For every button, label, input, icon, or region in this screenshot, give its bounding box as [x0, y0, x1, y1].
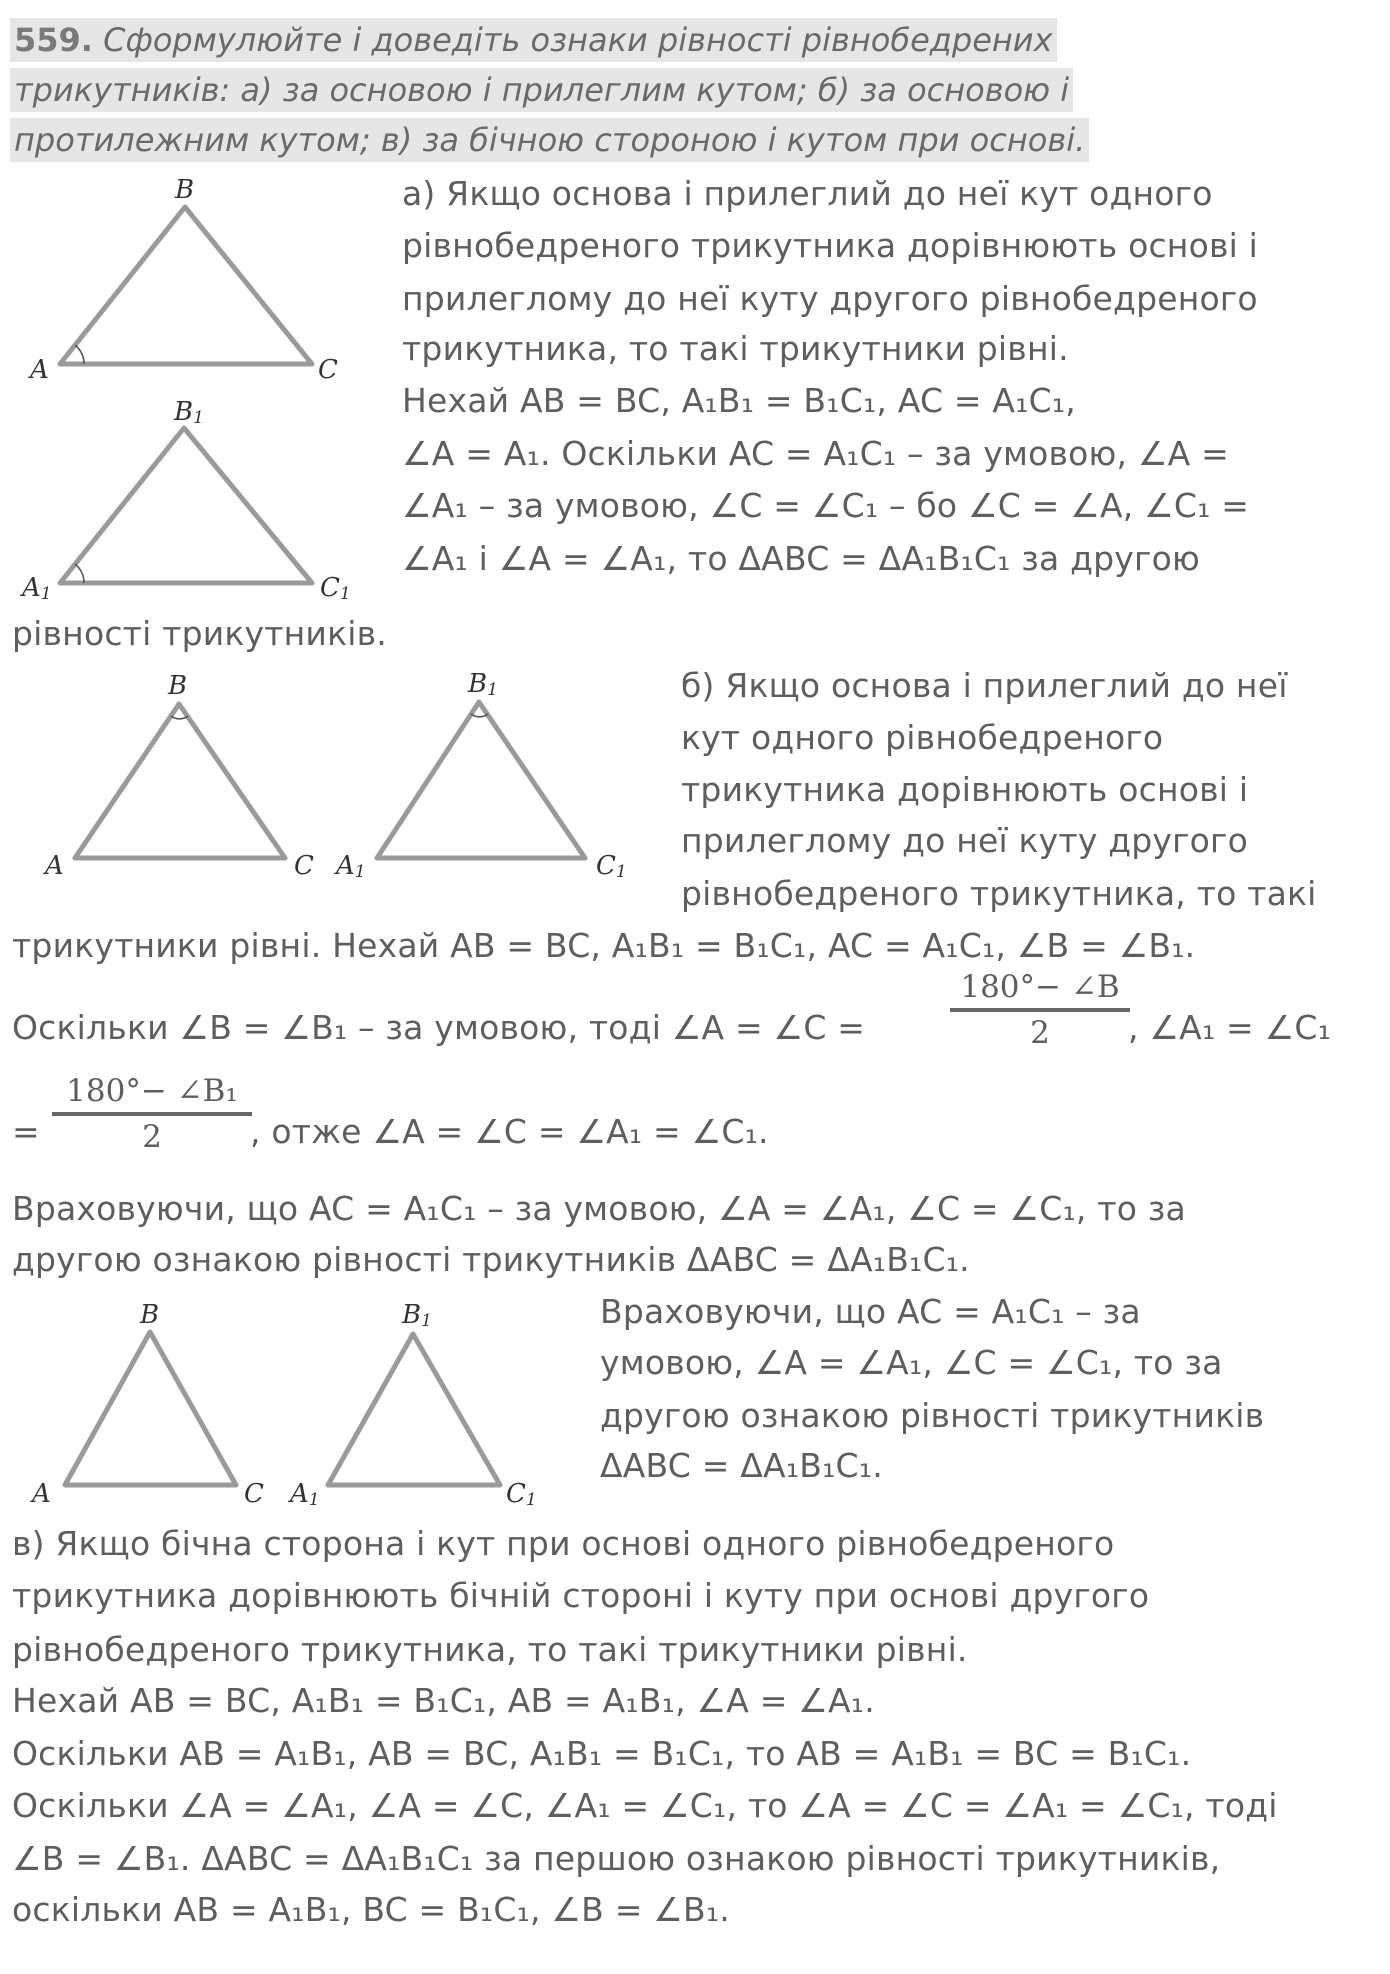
label-b1: B1	[468, 669, 498, 700]
part-b-line: трикутники рівні. Нехай AB = BC, A₁B₁ = B₁C₁, AC = A₁C₁, ∠B = ∠B₁.	[12, 926, 1196, 965]
part-b-side-line: другою ознакою рівності трикутників	[600, 1396, 1265, 1435]
part-b-line: прилеглому до неї куту другого	[681, 821, 1248, 860]
part-c-line: Оскільки ∠A = ∠A₁, ∠A = ∠C, ∠A₁ = ∠C₁, то ∠A = ∠C = ∠A₁ = ∠C₁, тоді	[12, 1786, 1278, 1825]
part-b-line: трикутника дорівнюють основі і	[681, 770, 1249, 809]
part-b-line: =	[12, 1112, 40, 1151]
problem-number: 559.	[14, 21, 93, 59]
label-c1: C1	[506, 1479, 537, 1510]
part-b-side-line: ΔABC = ΔA₁B₁C₁.	[600, 1446, 883, 1485]
label-c: C	[244, 1479, 264, 1509]
part-c-line: трикутника дорівнюють бічній стороні і куту при основі другого	[12, 1576, 1150, 1615]
label-a: A	[45, 851, 64, 881]
fraction-numerator: 180°− ∠B	[960, 969, 1120, 1005]
label-a1: A1	[336, 851, 366, 882]
part-b-side-line: Враховуючи, що AC = A₁C₁ – за	[600, 1292, 1141, 1331]
part-a-proof-line: ∠A₁ і ∠A = ∠A₁, то ΔABC = ΔA₁B₁C₁ за другою	[402, 539, 1200, 578]
fraction-numerator: 180°− ∠B₁	[66, 1073, 238, 1109]
fraction-bar	[52, 1112, 252, 1116]
label-b: B	[168, 671, 188, 701]
part-b-line: , ∠A₁ = ∠C₁	[1128, 1008, 1332, 1047]
part-b-side-line: умовою, ∠A = ∠A₁, ∠C = ∠C₁, то за	[600, 1343, 1223, 1382]
part-b-line: , отже ∠A = ∠C = ∠A₁ = ∠C₁.	[250, 1112, 769, 1151]
part-c-line: в) Якщо бічна сторона і кут при основі одного рівнобедреного	[12, 1524, 1115, 1563]
part-a-proof-line: ∠A₁ – за умовою, ∠C = ∠C₁ – бо ∠C = ∠A, ∠C₁ =	[402, 486, 1250, 525]
triangle-abc-a	[28, 175, 338, 385]
part-a-proof-line: рівності трикутників.	[12, 614, 387, 653]
part-b-line: кут одного рівнобедреного	[681, 718, 1164, 757]
label-c1: C1	[320, 573, 351, 604]
label-c: C	[294, 851, 314, 881]
part-c-line: ∠B = ∠B₁. ΔABC = ΔA₁B₁C₁ за першою ознакою рівності трикутників,	[12, 1839, 1221, 1878]
part-a-proof-line: ∠A = A₁. Оскільки AC = A₁C₁ – за умовою, ∠A =	[402, 434, 1229, 473]
part-b-line: б) Якщо основа і прилеглий до неї	[681, 666, 1288, 705]
part-c-line: Оскільки AB = A₁B₁, AB = BC, A₁B₁ = B₁C₁, то AB = A₁B₁ = BC = B₁C₁.	[12, 1734, 1192, 1773]
part-b-line: Оскільки ∠B = ∠B₁ – за умовою, тоді ∠A = ∠C =	[12, 1008, 866, 1047]
triangle-abc-b	[43, 671, 314, 881]
label-a1: A1	[22, 573, 52, 604]
part-c-line: рівнобедреного трикутника, то такі трикутники рівні.	[12, 1630, 968, 1669]
problem-statement-line-3: протилежним кутом; в) за бічною стороною і кутом при основі.	[10, 118, 1089, 162]
label-a: A	[30, 355, 49, 385]
triangle-abc-c	[30, 1300, 264, 1509]
part-c-line: Нехай AB = BC, A₁B₁ = B₁C₁, AB = A₁B₁, ∠A = ∠A₁.	[12, 1681, 875, 1720]
part-c-line: оскільки AB = A₁B₁, BC = B₁C₁, ∠B = ∠B₁.	[12, 1890, 730, 1929]
part-a-line: а) Якщо основа і прилеглий до неї кут одного	[402, 174, 1213, 213]
part-a-proof-line: Нехай AB = BC, A₁B₁ = B₁C₁, AC = A₁C₁,	[402, 381, 1076, 420]
label-b: B	[140, 1300, 160, 1330]
part-b-line: рівнобедреного трикутника, то такі	[681, 874, 1317, 913]
part-a-line: прилеглому до неї куту другого рівнобедреного	[402, 279, 1258, 318]
triangle-a1b1c1-a	[20, 397, 351, 604]
label-c: C	[318, 355, 338, 385]
statement-text: Сформулюйте і доведіть ознаки рівності рівнобедрених	[103, 21, 1053, 59]
fraction-2	[52, 1072, 252, 1156]
label-b1: B1	[174, 397, 204, 428]
triangle-a1b1c1-b	[334, 669, 627, 882]
fraction-denominator: 2	[1030, 1015, 1050, 1051]
label-a: A	[32, 1479, 51, 1509]
part-a-line: трикутника, то такі трикутники рівні.	[402, 329, 1069, 368]
label-b1: B1	[402, 1300, 432, 1331]
part-b-line: другою ознакою рівності трикутників ΔABC = ΔA₁B₁C₁.	[12, 1240, 970, 1279]
label-c1: C1	[596, 851, 627, 882]
problem-statement-line-2: трикутників: а) за основою і прилеглим кутом; б) за основою і	[10, 68, 1073, 112]
label-b: B	[175, 175, 195, 205]
part-b-line: Враховуючи, що AC = A₁C₁ – за умовою, ∠A = ∠A₁, ∠C = ∠C₁, то за	[12, 1189, 1186, 1228]
label-a1: A1	[290, 1479, 320, 1510]
triangle-a1b1c1-c	[288, 1300, 537, 1510]
fraction-bar	[950, 1008, 1130, 1012]
fraction-denominator: 2	[142, 1119, 162, 1155]
fraction-1	[950, 968, 1130, 1052]
part-a-line: рівнобедреного трикутника дорівнюють основі і	[402, 226, 1259, 265]
